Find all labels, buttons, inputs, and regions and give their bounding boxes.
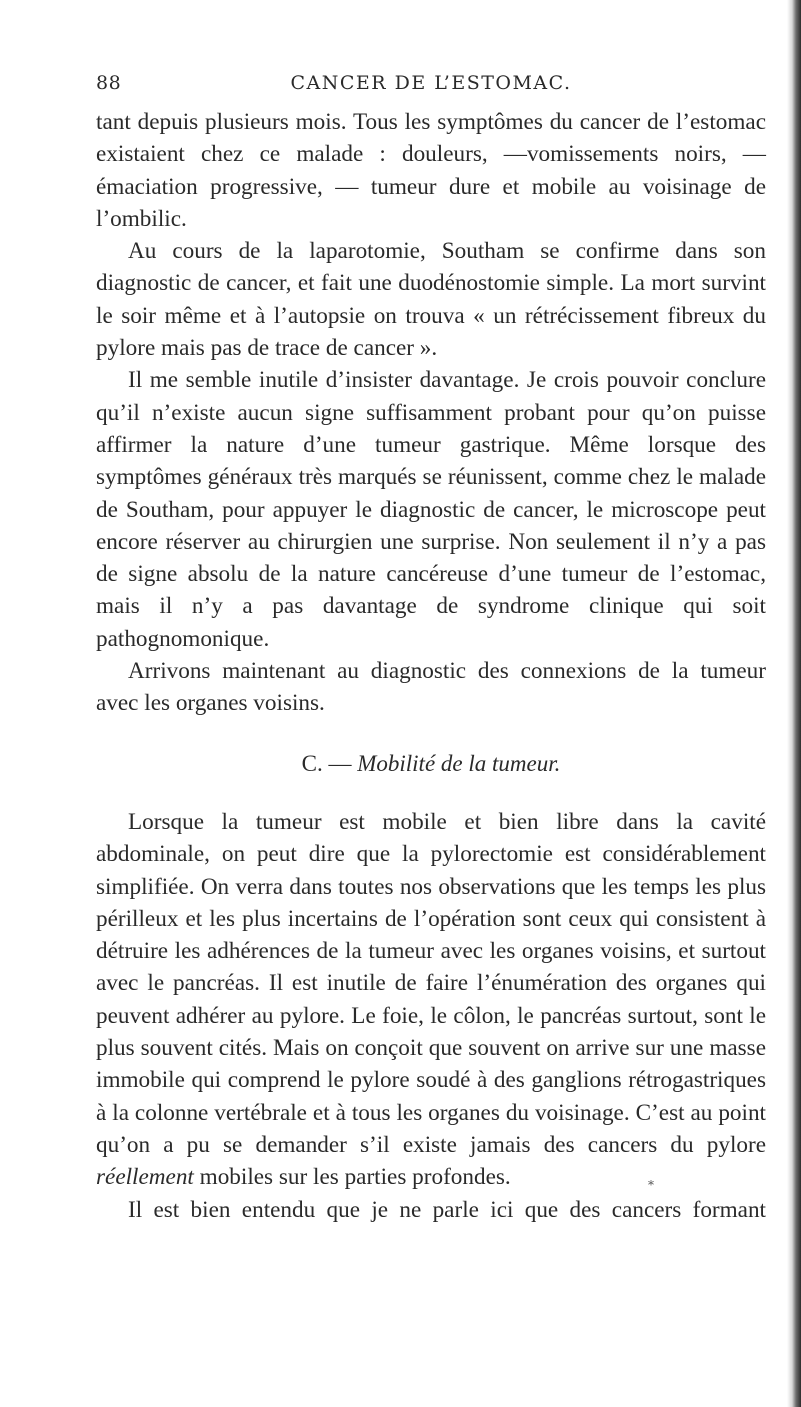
- emphasis-reellement: réellement: [96, 1164, 194, 1191]
- page-header: [96, 72, 766, 100]
- paragraph-final-line: Il est bien entendu que je ne parle ici que des cancers formant: [128, 1196, 766, 1223]
- section-heading: [96, 748, 766, 780]
- printer-mark: *: [648, 1178, 654, 1192]
- paragraph-connexions: Arrivons maintenant au diagnostic des connexions de la tumeur avec les organes voisins.: [96, 658, 766, 717]
- scan-edge-shadow: [787, 0, 801, 1407]
- section-title: Mobilité de la tumeur.: [357, 750, 561, 776]
- paragraph-mobility-part1: Lorsque la tumeur est mobile et bien libre dans la cavité abdominale, on peut dire que la pylorectomie est considérablement simplifiée. On verra dans toutes nos observations que les temps les plus périlleux et les plus incertains de l’opération sont ceux qui consistent à détruire les adhérences de la tumeur avec les organes voisins, et surtout avec le pancréas. Il est inutile de faire l’énumération des organes qui peuvent adhérer au pylore. Le foie, le côlon, le pancréas surtout, sont le plus souvent cités. Mais on conçoit que souvent on arrive sur une masse immobile qui comprend le pylore soudé à des ganglions rétrogastriques à la colonne vertébrale et à tous les organes du voisinage. C’est au point qu’on a pu se demander s’il existe jamais des cancers du pylore: [96, 808, 766, 1158]
- paragraph-diagnosis-signs: Il me semble inutile d’insister davantage. Je crois pouvoir conclure qu’il n’existe aucun signe suffisamment probant pour qu’on puisse affirmer la nature d’une tumeur gastrique. Même lorsque des symptômes généraux très marqués se réunissent, comme chez le malade de Southam, pour appuyer le diagnostic de cancer, le microscope peut encore réserver au chirurgien une surprise. Non seulement il n’y a pas de signe absolu de la nature cancéreuse d’une tumeur de l’estomac, mais il n’y a pas davantage de syndrome clinique qui soit pathognomonique.: [96, 367, 766, 652]
- paragraph-mobility: [96, 806, 766, 1194]
- paragraph-continuation: tant depuis plusieurs mois. Tous les symptômes du cancer de l’estomac existaient chez ce malade : douleurs, —vomissements noirs, — émaciation progressive, — tumeur dure et mobile au voisinage de l’ombilic.: [96, 109, 766, 232]
- paragraph-mobility-part2: mobiles sur les parties profondes.: [193, 1164, 511, 1191]
- page-number: 88: [96, 72, 122, 94]
- running-title: CANCER DE L’ESTOMAC.: [290, 72, 572, 94]
- paragraph-laparotomy: Au cours de la laparotomie, Southam se confirme dans son diagnostic de cancer, et fait une duodénostomie simple. La mort survint le soir même et à l’autopsie on trouva « un rétrécissement fibreux du pylore mais pas de trace de cancer ».: [96, 238, 766, 362]
- section-prefix: C. —: [301, 750, 358, 776]
- body-text: [96, 106, 766, 1226]
